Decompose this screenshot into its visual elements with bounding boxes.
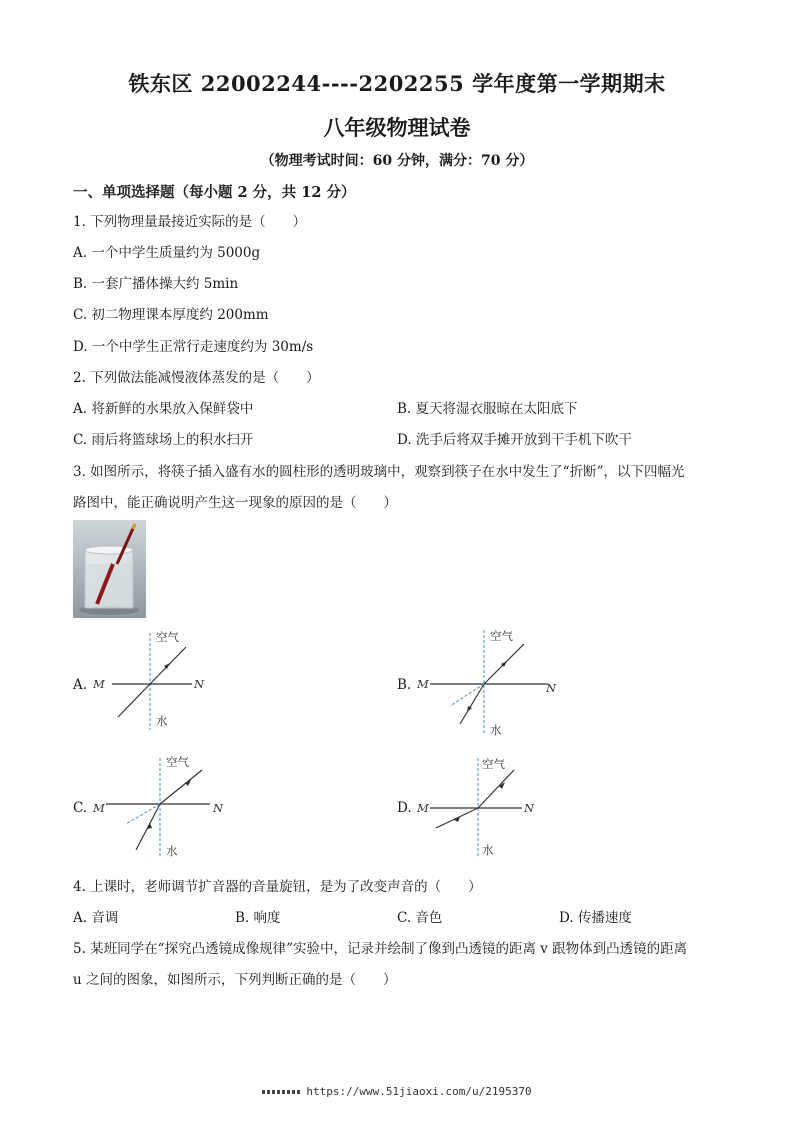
q1-option-d: D. 一个中学生正常行走速度约为 30m/s [73, 339, 314, 355]
svg-text:空气: 空气 [490, 629, 513, 643]
q4-option-a: A. 音调 [73, 910, 119, 926]
svg-text:水: 水 [490, 723, 502, 737]
q5-stem-line2: u 之间的图象，如图所示，下列判断正确的是（ ） [73, 972, 397, 988]
q3-option-b-label: B. [397, 677, 412, 693]
svg-text:M: M [417, 677, 429, 691]
q2-option-a: A. 将新鲜的水果放入保鲜袋中 [73, 401, 254, 417]
q1-option-a: A. 一个中学生质量约为 5000g [73, 245, 261, 261]
q3-diagram-d [412, 752, 552, 862]
svg-text:N: N [194, 677, 205, 691]
q1-stem: 1. 下列物理量最接近实际的是（ ） [73, 214, 307, 230]
q4-option-b: B. 响度 [235, 910, 281, 926]
q4-stem: 4. 上课时，老师调节扩音器的音量旋钮，是为了改变声音的（ ） [73, 879, 482, 895]
q3-option-c-label: C. [73, 800, 88, 816]
svg-text:空气: 空气 [166, 755, 189, 769]
q2-option-b: B. 夏天将湿衣服晾在太阳底下 [397, 401, 578, 417]
footer-prefix-mark [262, 1090, 302, 1094]
q3-diagram-c [90, 752, 240, 862]
svg-text:M: M [417, 801, 429, 815]
q1-option-c: C. 初二物理课本厚度约 200mm [73, 307, 269, 323]
q3-option-a-label: A. [73, 677, 88, 693]
section-heading: 一、单项选择题（每小题 2 分，共 12 分） [73, 184, 356, 201]
svg-text:空气: 空气 [482, 757, 505, 771]
svg-text:水: 水 [166, 844, 178, 858]
q3-diagram-b [412, 622, 562, 742]
q2-option-d: D. 洗手后将双手摊开放到干手机下吹干 [397, 432, 632, 448]
q3-stem-line2: 路图中，能正确说明产生这一现象的原因的是（ ） [73, 495, 397, 511]
glass-chopstick-photo [73, 520, 146, 618]
svg-text:N: N [546, 681, 557, 695]
q3-stem-line1: 3. 如图所示，将筷子插入盛有水的圆柱形的透明玻璃中，观察到筷子在水中发生了“折断”，以下四幅光 [73, 464, 685, 480]
svg-text:N: N [213, 801, 224, 815]
svg-text:M: M [93, 677, 105, 691]
q3-option-d-label: D. [397, 800, 412, 816]
q1-option-b: B. 一套广播体操大约 5min [73, 276, 239, 292]
q4-option-c: C. 音色 [397, 910, 443, 926]
svg-text:M: M [93, 801, 105, 815]
exam-info: （物理考试时间：60 分钟，满分：70 分） [260, 153, 534, 169]
q2-stem: 2. 下列做法能减慢液体蒸发的是（ ） [73, 370, 320, 386]
q4-option-d: D. 传播速度 [559, 910, 632, 926]
q5-stem-line1: 5. 某班同学在“探究凸透镜成像规律”实验中，记录并绘制了像到凸透镜的距离 v 跟物体到凸透镜的距离 [73, 941, 688, 957]
exam-title: 铁东区 22002244----2202255 学年度第一学期期末 [128, 71, 666, 96]
q2-option-c: C. 雨后将篮球场上的积水扫开 [73, 432, 254, 448]
exam-subtitle: 八年级物理试卷 [323, 115, 471, 140]
label-air: 空气 [156, 630, 179, 644]
svg-text:水: 水 [482, 843, 494, 857]
footer-url[interactable] [0, 1085, 794, 1098]
svg-text:水: 水 [156, 714, 168, 728]
q3-diagram-a [90, 625, 220, 735]
footer-url-text[interactable]: https://www.51jiaoxi.com/u/2195370 [306, 1085, 532, 1098]
svg-text:N: N [524, 801, 535, 815]
